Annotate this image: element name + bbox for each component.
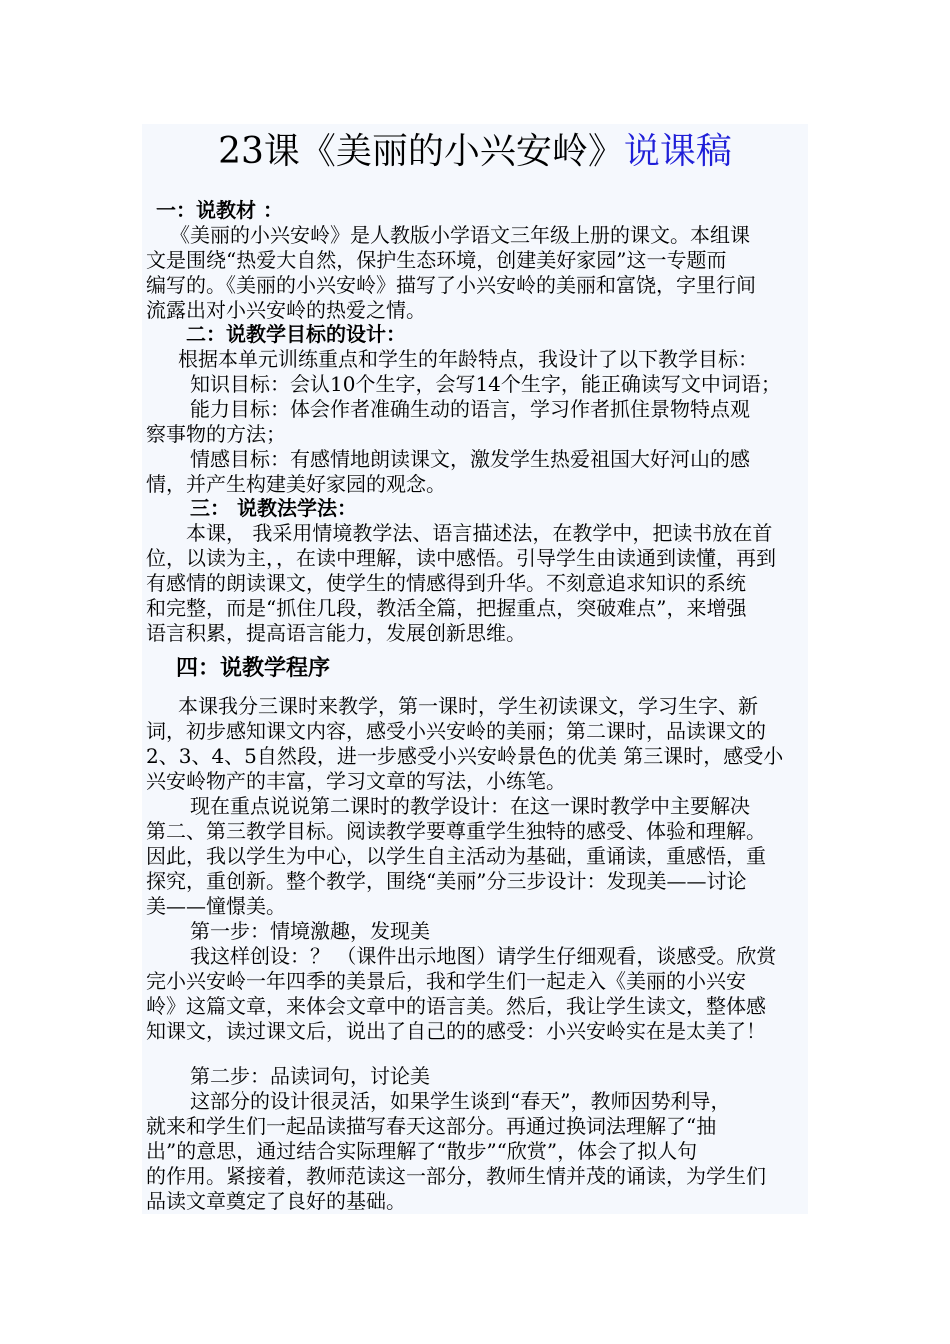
- paragraph-line: 这部分的设计很灵活，如果学生谈到“春天”，教师因势利导，: [190, 1089, 731, 1113]
- paragraph-line: 出”的意思，通过结合实际理解了“散步”“欣赏”，体会了拟人句: [146, 1139, 698, 1163]
- paragraph-line: 知课文，读过课文后，说出了自己的的感受：小兴安岭实在是太美了！: [146, 1019, 766, 1043]
- paragraph-line: 情，并产生构建美好家园的观念。: [146, 472, 446, 496]
- paragraph-line: 就来和学生们一起品读描写春天这部分。再通过换词法理解了“抽: [146, 1114, 717, 1138]
- paragraph-line: 根据本单元训练重点和学生的年龄特点，我设计了以下教学目标：: [178, 347, 758, 371]
- paragraph-line: 和完整，而是“抓住几段，教活全篇，把握重点，突破难点”，来增强: [146, 596, 747, 620]
- paragraph-line: 我这样创设：？ （课件出示地图）请学生仔细观看，谈感受。欣赏: [190, 944, 777, 968]
- paragraph-line: 的作用。紧接着，教师范读这一部分，教师生情并茂的诵读，为学生们: [146, 1164, 766, 1188]
- section-heading-2: 二：说教学目标的设计：: [186, 322, 406, 346]
- paragraph-line: 能力目标：体会作者准确生动的语言，学习作者抓住景物特点观: [190, 397, 750, 421]
- paragraph-line: 现在重点说说第二课时的教学设计：在这一课时教学中主要解决: [190, 794, 750, 818]
- title-highlight: 说课稿: [623, 131, 732, 172]
- paragraph-line: 位，以读为主，，在读中理解，读中感悟。引导学生由读通到读懂，再到: [146, 546, 776, 570]
- paragraph-line: 本课我分三课时来教学，第一课时，学生初读课文，学习生字、新: [178, 694, 758, 718]
- paragraph-line: 探究，重创新。整个教学，围绕“美丽”分三步设计：发现美——讨论: [146, 869, 747, 893]
- section-heading-4: 四：说教学程序: [176, 655, 331, 681]
- paragraph-line: 《美丽的小兴安岭》是人教版小学语文三年级上册的课文。本组课: [170, 223, 750, 247]
- paragraph-line: 完小兴安岭一年四季的美景后，我和学生们一起走入《美丽的小兴安: [146, 969, 746, 993]
- paragraph-line: 第二步：品读词句，讨论美: [190, 1064, 430, 1088]
- paragraph-line: 岭》这篇文章，来体会文章中的语言美。然后，我让学生读文，整体感: [146, 994, 766, 1018]
- paragraph-line: 本课， 我采用情境教学法、语言描述法，在教学中，把读书放在首: [186, 521, 773, 545]
- paragraph-line: 有感情的朗读课文，使学生的情感得到升华。不刻意追求知识的系统: [146, 571, 746, 595]
- paragraph-line: 察事物的方法；: [146, 422, 286, 446]
- paragraph-line: 第一步：情境激趣，发现美: [190, 919, 430, 943]
- paragraph-line: 语言积累，提高语言能力，发展创新思维。: [146, 621, 526, 645]
- paragraph-line: 第二、第三教学目标。阅读教学要尊重学生独特的感受、体验和理解。: [146, 819, 766, 843]
- paragraph-line: 2、3、4、5自然段，进一步感受小兴安岭景色的优美 第三课时，感受小: [146, 744, 784, 768]
- page-title: [142, 130, 808, 174]
- paragraph-line: 美——憧憬美。: [146, 894, 286, 918]
- paragraph-line: 知识目标：会认10个生字，会写14个生字，能正确读写文中词语；: [190, 372, 781, 396]
- paragraph-line: 因此，我以学生为中心，以学生自主活动为基础，重诵读，重感悟，重: [146, 844, 766, 868]
- paragraph-line: 编写的。《美丽的小兴安岭》描写了小兴安岭的美丽和富饶，字里行间: [146, 273, 756, 297]
- paragraph-line: 流露出对小兴安岭的热爱之情。: [146, 298, 426, 322]
- title-main: 23课《美丽的小兴安岭》: [218, 131, 624, 172]
- paragraph-line: 词，初步感知课文内容，感受小兴安岭的美丽；第二课时，品读课文的: [146, 719, 766, 743]
- paragraph-line: 品读文章奠定了良好的基础。: [146, 1189, 406, 1213]
- section-heading-1: 一：说教材 ：: [156, 198, 283, 222]
- paragraph-line: 文是围绕“热爱大自然，保护生态环境，创建美好家园”这一专题而: [146, 248, 727, 272]
- document-page: [142, 124, 808, 1214]
- paragraph-line: 情感目标：有感情地朗读课文，激发学生热爱祖国大好河山的感: [190, 447, 750, 471]
- paragraph-line: 兴安岭物产的丰富，学习文章的写法，小练笔。: [146, 769, 566, 793]
- section-heading-3: 三： 说教法学法：: [190, 496, 357, 520]
